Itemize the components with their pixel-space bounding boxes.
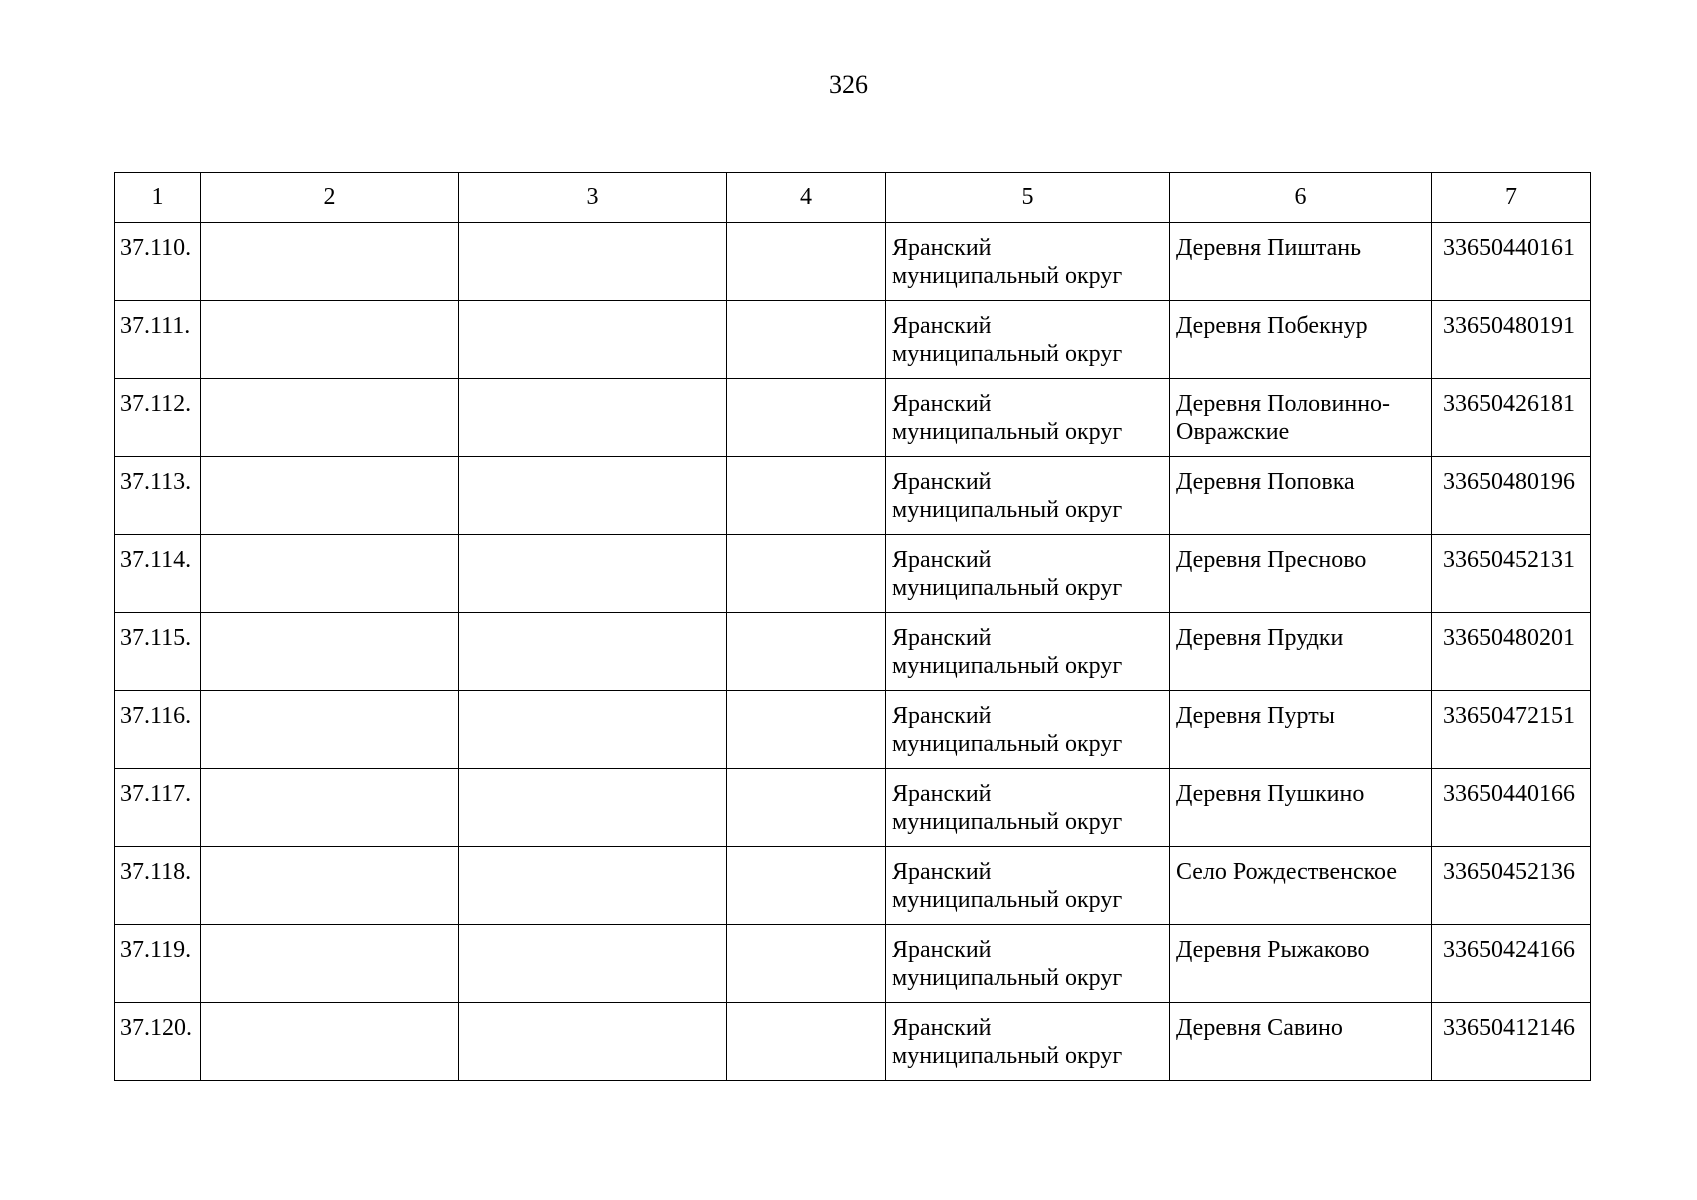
district-cell xyxy=(886,925,1170,1003)
district-name: Яранский xyxy=(892,859,992,885)
district-type: муниципальный округ xyxy=(892,809,1123,835)
column-3-cell xyxy=(459,847,727,925)
column-4-cell xyxy=(727,691,886,769)
oktmo-code: 33650480196 xyxy=(1443,469,1575,495)
row-number: 37.112. xyxy=(120,391,192,417)
table-row xyxy=(115,613,1591,691)
district-cell xyxy=(886,613,1170,691)
settlement-name: Деревня Савино xyxy=(1176,1015,1343,1041)
district-cell xyxy=(886,535,1170,613)
row-number: 37.114. xyxy=(120,547,192,573)
settlement-cell xyxy=(1170,457,1432,535)
settlement-name: Деревня Рыжаково xyxy=(1176,937,1370,963)
column-4-cell xyxy=(727,457,886,535)
column-2-cell xyxy=(201,925,459,1003)
column-3-cell xyxy=(459,925,727,1003)
settlement-name: Деревня Пушкино xyxy=(1176,781,1365,807)
settlements-table xyxy=(114,172,1591,1081)
column-header: 5 xyxy=(886,173,1170,223)
district-cell xyxy=(886,691,1170,769)
district-type: муниципальный округ xyxy=(892,263,1123,289)
column-2-cell xyxy=(201,769,459,847)
settlement-name: Село Рождественское xyxy=(1176,859,1397,885)
oktmo-code-cell xyxy=(1432,301,1591,379)
settlement-cell xyxy=(1170,301,1432,379)
page-number: 326 xyxy=(829,70,868,99)
row-number: 37.119. xyxy=(120,937,192,963)
district-type: муниципальный округ xyxy=(892,731,1123,757)
column-4-cell xyxy=(727,769,886,847)
row-number: 37.120. xyxy=(120,1015,192,1041)
settlement-cell xyxy=(1170,847,1432,925)
oktmo-code-cell xyxy=(1432,379,1591,457)
settlement-cell xyxy=(1170,379,1432,457)
column-3-cell xyxy=(459,691,727,769)
column-4-cell xyxy=(727,301,886,379)
settlement-cell xyxy=(1170,1003,1432,1081)
column-3-cell xyxy=(459,457,727,535)
table-row xyxy=(115,847,1591,925)
oktmo-code: 33650424166 xyxy=(1443,937,1575,963)
settlement-name: Деревня Половинно- xyxy=(1176,391,1391,417)
column-header: 1 xyxy=(115,173,201,223)
district-cell xyxy=(886,223,1170,301)
row-number: 37.117. xyxy=(120,781,192,807)
row-number-cell xyxy=(115,1003,201,1081)
row-number-cell xyxy=(115,301,201,379)
column-3-cell xyxy=(459,1003,727,1081)
oktmo-code: 33650452131 xyxy=(1443,547,1575,573)
column-4-cell xyxy=(727,847,886,925)
column-header: 6 xyxy=(1170,173,1432,223)
table-row xyxy=(115,769,1591,847)
row-number-cell xyxy=(115,691,201,769)
table-row xyxy=(115,379,1591,457)
table-row xyxy=(115,925,1591,1003)
table-row xyxy=(115,223,1591,301)
column-4-cell xyxy=(727,1003,886,1081)
column-4-cell xyxy=(727,925,886,1003)
district-name: Яранский xyxy=(892,1015,992,1041)
settlement-cell xyxy=(1170,613,1432,691)
district-name: Яранский xyxy=(892,235,992,261)
district-cell xyxy=(886,301,1170,379)
oktmo-code: 33650480191 xyxy=(1443,313,1575,339)
oktmo-code-cell xyxy=(1432,535,1591,613)
row-number-cell xyxy=(115,457,201,535)
district-type: муниципальный округ xyxy=(892,575,1123,601)
header-row xyxy=(115,173,1591,223)
settlement-cell xyxy=(1170,535,1432,613)
column-3-cell xyxy=(459,301,727,379)
settlement-name-continued: Овражские xyxy=(1176,419,1290,445)
column-2-cell xyxy=(201,691,459,769)
column-4-cell xyxy=(727,613,886,691)
column-4-cell xyxy=(727,223,886,301)
settlement-name: Деревня Пурты xyxy=(1176,703,1335,729)
oktmo-code: 33650480201 xyxy=(1443,625,1575,651)
row-number: 37.115. xyxy=(120,625,192,651)
row-number-cell xyxy=(115,847,201,925)
row-number-cell xyxy=(115,223,201,301)
district-cell xyxy=(886,847,1170,925)
settlement-cell xyxy=(1170,925,1432,1003)
settlement-name: Деревня Побекнур xyxy=(1176,313,1368,339)
column-2-cell xyxy=(201,1003,459,1081)
column-header: 4 xyxy=(727,173,886,223)
column-2-cell xyxy=(201,379,459,457)
settlement-name: Деревня Поповка xyxy=(1176,469,1355,495)
column-3-cell xyxy=(459,223,727,301)
column-3-cell xyxy=(459,535,727,613)
district-type: муниципальный округ xyxy=(892,341,1123,367)
district-cell xyxy=(886,379,1170,457)
column-2-cell xyxy=(201,223,459,301)
district-name: Яранский xyxy=(892,703,992,729)
row-number-cell xyxy=(115,925,201,1003)
column-header: 2 xyxy=(201,173,459,223)
table-row xyxy=(115,457,1591,535)
oktmo-code-cell xyxy=(1432,769,1591,847)
oktmo-code: 33650472151 xyxy=(1443,703,1575,729)
district-name: Яранский xyxy=(892,547,992,573)
settlement-name: Деревня Пресново xyxy=(1176,547,1367,573)
oktmo-code-cell xyxy=(1432,1003,1591,1081)
column-2-cell xyxy=(201,535,459,613)
settlement-name: Деревня Прудки xyxy=(1176,625,1344,651)
table-row xyxy=(115,535,1591,613)
table-row xyxy=(115,301,1591,379)
district-cell xyxy=(886,457,1170,535)
column-2-cell xyxy=(201,301,459,379)
district-name: Яранский xyxy=(892,313,992,339)
row-number: 37.118. xyxy=(120,859,192,885)
row-number-cell xyxy=(115,613,201,691)
oktmo-code: 33650426181 xyxy=(1443,391,1575,417)
row-number-cell xyxy=(115,535,201,613)
oktmo-code-cell xyxy=(1432,223,1591,301)
settlement-name: Деревня Пиштань xyxy=(1176,235,1362,261)
column-3-cell xyxy=(459,379,727,457)
row-number: 37.116. xyxy=(120,703,192,729)
oktmo-code: 33650440161 xyxy=(1443,235,1575,261)
district-name: Яранский xyxy=(892,469,992,495)
district-type: муниципальный округ xyxy=(892,1043,1123,1069)
district-cell xyxy=(886,1003,1170,1081)
oktmo-code-cell xyxy=(1432,613,1591,691)
district-name: Яранский xyxy=(892,391,992,417)
row-number-cell xyxy=(115,769,201,847)
table-row xyxy=(115,1003,1591,1081)
row-number: 37.110. xyxy=(120,235,192,261)
column-4-cell xyxy=(727,379,886,457)
district-type: муниципальный округ xyxy=(892,887,1123,913)
settlement-cell xyxy=(1170,223,1432,301)
district-name: Яранский xyxy=(892,937,992,963)
oktmo-code-cell xyxy=(1432,847,1591,925)
oktmo-code-cell xyxy=(1432,457,1591,535)
row-number: 37.111. xyxy=(120,313,191,339)
oktmo-code: 33650412146 xyxy=(1443,1015,1575,1041)
oktmo-code-cell xyxy=(1432,691,1591,769)
district-name: Яранский xyxy=(892,625,992,651)
oktmo-code: 33650440166 xyxy=(1443,781,1575,807)
column-2-cell xyxy=(201,457,459,535)
settlement-cell xyxy=(1170,691,1432,769)
row-number-cell xyxy=(115,379,201,457)
district-type: муниципальный округ xyxy=(892,419,1123,445)
oktmo-code: 33650452136 xyxy=(1443,859,1575,885)
table-row xyxy=(115,691,1591,769)
column-2-cell xyxy=(201,613,459,691)
column-header: 3 xyxy=(459,173,727,223)
district-type: муниципальный округ xyxy=(892,653,1123,679)
column-2-cell xyxy=(201,847,459,925)
district-type: муниципальный округ xyxy=(892,497,1123,523)
district-cell xyxy=(886,769,1170,847)
settlement-cell xyxy=(1170,769,1432,847)
column-3-cell xyxy=(459,613,727,691)
district-name: Яранский xyxy=(892,781,992,807)
oktmo-code-cell xyxy=(1432,925,1591,1003)
row-number: 37.113. xyxy=(120,469,192,495)
column-header: 7 xyxy=(1432,173,1591,223)
district-type: муниципальный округ xyxy=(892,965,1123,991)
column-4-cell xyxy=(727,535,886,613)
column-3-cell xyxy=(459,769,727,847)
